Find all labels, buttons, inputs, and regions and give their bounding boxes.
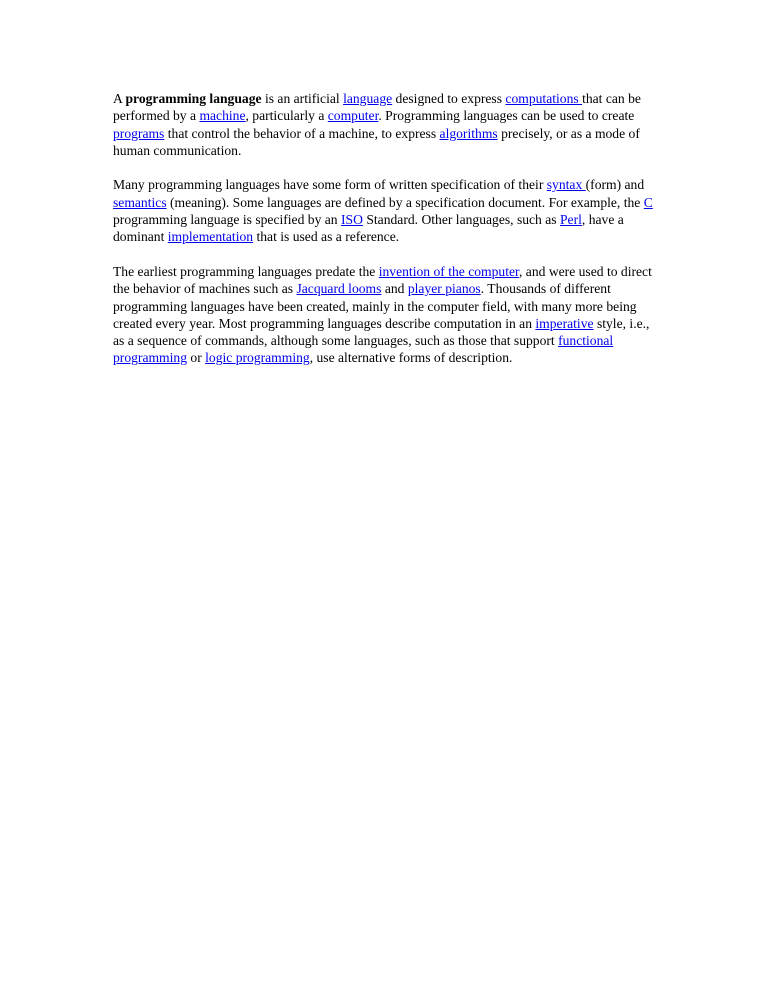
link-computations[interactable]: computations	[505, 91, 583, 106]
text-run: Standard. Other languages, such as	[362, 212, 560, 228]
text-run: Many programming languages have some form of written specification of their	[113, 177, 547, 193]
link-machine[interactable]: machine	[199, 108, 246, 124]
paragraph-2	[113, 176, 653, 245]
link-iso[interactable]: ISO	[341, 212, 363, 228]
document-body	[113, 90, 653, 384]
text-run: , use alternative forms of description.	[309, 350, 513, 366]
text-run: or	[187, 350, 206, 366]
text-run: The earliest programming languages predate the	[113, 263, 379, 279]
text-run: designed to express	[392, 91, 506, 106]
paragraph-3	[113, 263, 653, 367]
link-invention-of-the-computer[interactable]: invention of the computer	[378, 263, 519, 279]
link-algorithms[interactable]: algorithms	[439, 125, 498, 141]
text-run: , and were used to direct the behavior of machines such as	[113, 263, 652, 297]
text-run: is an artificial	[261, 91, 344, 106]
text-run: that is used as a reference.	[253, 229, 400, 245]
text-run: and	[381, 281, 408, 297]
text-run: (meaning). Some languages are defined by a specification document. For example, the	[166, 194, 644, 210]
link-semantics[interactable]: semantics	[113, 194, 167, 210]
link-language[interactable]: language	[343, 91, 393, 106]
text-run: , particularly a	[245, 108, 328, 124]
text-run: (form) and	[585, 177, 645, 193]
text-run: . Thousands of different programming languages have been created, mainly in the computer field, with many more being created every year. Most programming languages describe computation in an	[113, 281, 637, 331]
text-run: that control the behavior of a machine, to express	[164, 125, 440, 141]
link-syntax[interactable]: syntax	[546, 177, 586, 193]
link-jacquard-looms[interactable]: Jacquard looms	[296, 281, 382, 297]
text-run: that can be performed by a	[113, 91, 641, 124]
paragraph-1	[113, 90, 653, 159]
link-functional-programming[interactable]: functional programming	[113, 333, 614, 366]
link-imperative[interactable]: imperative	[535, 315, 594, 331]
bold-term-programming-language: programming language	[125, 91, 262, 106]
link-programs[interactable]: programs	[113, 125, 165, 141]
link-perl[interactable]: Perl	[559, 212, 582, 228]
link-computer[interactable]: computer	[327, 108, 379, 124]
text-run: . Programming languages can be used to create	[378, 108, 635, 124]
text-run: programming language is specified by an	[113, 212, 342, 228]
text-run: A	[113, 91, 126, 106]
text-run: style, i.e., as a sequence of commands, although some languages, such as those that support	[113, 315, 650, 349]
link-implementation[interactable]: implementation	[167, 229, 254, 245]
text-run: , have a dominant	[113, 212, 624, 245]
link-logic-programming[interactable]: logic programming	[205, 350, 310, 366]
text-run: precisely, or as a mode of human communication.	[113, 125, 640, 158]
link-c[interactable]: C	[643, 194, 653, 210]
link-player-pianos[interactable]: player pianos	[407, 281, 481, 297]
